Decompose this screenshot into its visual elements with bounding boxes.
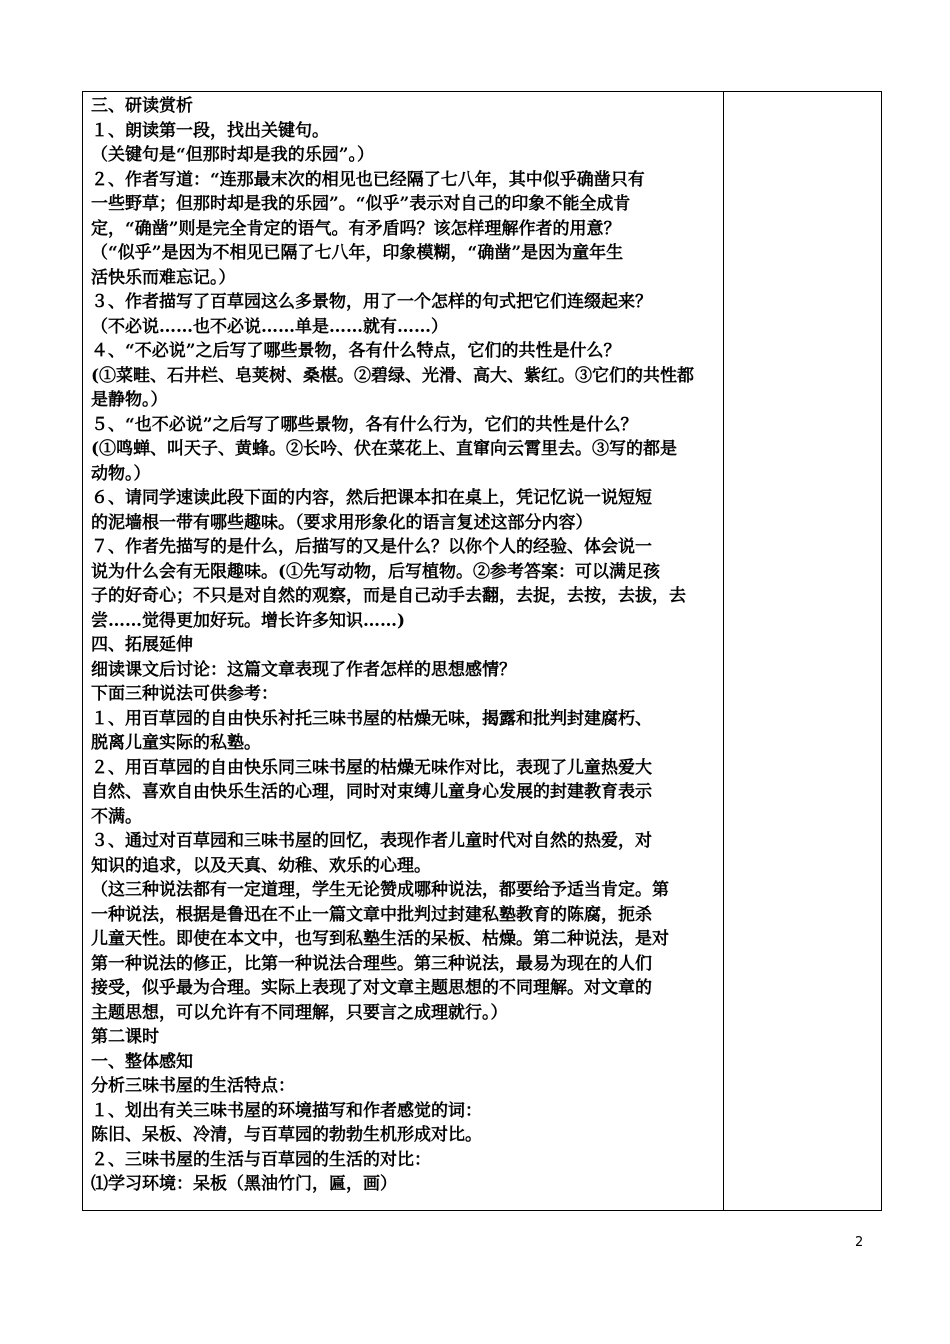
text-line: (①菜畦、石井栏、皂荚树、桑椹。②碧绿、光滑、高大、紫红。③它们的共性都 [91, 365, 695, 386]
text-line: 定，“确凿”则是完全肯定的语气。有矛盾吗？该怎样理解作者的用意？ [91, 218, 621, 239]
text-line: 不满。 [91, 806, 142, 827]
text-line: 四、拓展延伸 [91, 635, 193, 655]
text-line: ２、作者写道：“连那最末次的相见也已经隔了七八年，其中似乎确凿只有 [91, 169, 645, 190]
text-line: 子的好奇心；不只是对自然的观察，而是自己动手去翻，去捉，去按，去拔，去 [91, 586, 686, 606]
text-line: 接受，似乎最为合理。实际上表现了对文章主题思想的不同理解。对文章的 [91, 978, 652, 998]
text-line: ３、通过对百草园和三味书屋的回忆，表现作者儿童时代对自然的热爱，对 [91, 831, 652, 851]
text-line: 第二课时 [91, 1027, 159, 1047]
text-line: 是静物。） [91, 390, 168, 410]
text-line: 自然、喜欢自由快乐生活的心理，同时对束缚儿童身心发展的封建教育表示 [91, 782, 652, 802]
text-line: （“似乎”是因为不相见已隔了七八年，印象模糊，“确凿”是因为童年生 [91, 243, 624, 263]
text-line: 一些野草；但那时却是我的乐园”。“似乎”表示对自己的印象不能全成肯 [91, 194, 631, 214]
column-divider [723, 92, 724, 1210]
text-line: ２、用百草园的自由快乐同三味书屋的枯燥无味作对比，表现了儿童热爱大 [91, 757, 652, 778]
text-line: 说为什么会有无限趣味。(①先写动物，后写植物。②参考答案：可以满足孩 [91, 561, 661, 582]
text-line: 脱离儿童实际的私塾。 [91, 733, 261, 753]
text-line: 细读课文后讨论：这篇文章表现了作者怎样的思想感情？ [91, 659, 516, 680]
content-table [82, 91, 882, 1211]
text-line: １、用百草园的自由快乐衬托三味书屋的枯燥无味，揭露和批判封建腐朽、 [91, 708, 652, 729]
text-line: 下面三种说法可供参考： [91, 684, 278, 704]
text-line: 主题思想，可以允许有不同理解，只要言之成理就行。） [91, 1002, 508, 1023]
text-line: ⑴学习环境：呆板（黑油竹门，匾，画） [91, 1174, 397, 1194]
text-line: １、朗读第一段，找出关键句。 [91, 120, 329, 141]
text-line: ２、三味书屋的生活与百草园的生活的对比： [91, 1149, 431, 1170]
page-number: 2 [855, 1235, 864, 1250]
text-line: （不必说……也不必说……单是……就有……） [91, 316, 448, 337]
text-line: 儿童天性。即使在本文中，也写到私塾生活的呆板、枯燥。第二种说法，是对 [91, 929, 669, 949]
text-line: 分析三味书屋的生活特点： [91, 1076, 295, 1096]
text-line: 陈旧、呆板、冷清，与百草园的勃勃生机形成对比。 [91, 1125, 482, 1145]
text-line: 第一种说法的修正，比第一种说法合理些。第三种说法，最易为现在的人们 [91, 953, 652, 974]
text-line: 活快乐而难忘记。） [91, 267, 236, 288]
text-line: （这三种说法都有一定道理，学生无论赞成哪种说法，都要给予适当肯定。第 [91, 880, 669, 900]
text-line: （关键句是“但那时却是我的乐园”。） [91, 145, 375, 165]
text-line: ３、作者描写了百草园这么多景物，用了一个怎样的句式把它们连缀起来？ [91, 292, 652, 312]
text-line: ５、“也不必说”之后写了哪些景物，各有什么行为，它们的共性是什么？ [91, 414, 638, 435]
text-line: ７、作者先描写的是什么，后描写的又是什么？以你个人的经验、体会说一 [91, 537, 652, 557]
text-line: ４、“不必说”之后写了哪些景物，各有什么特点，它们的共性是什么？ [91, 341, 621, 361]
text-line: 一种说法，根据是鲁迅在不止一篇文章中批判过封建私塾教育的陈腐，扼杀 [91, 904, 652, 925]
text-line: 一、整体感知 [91, 1051, 193, 1072]
text-line: 知识的追求，以及天真、幼稚、欢乐的心理。 [91, 855, 431, 876]
text-line: (①鸣蝉、叫天子、黄蜂。②长吟、伏在菜花上、直窜向云霄里去。③写的都是 [91, 439, 678, 459]
text-line: 动物。） [91, 463, 151, 484]
text-line: ６、请同学速读此段下面的内容，然后把课本扣在桌上，凭记忆说一说短短 [91, 488, 652, 508]
text-line: 三、研读赏析 [91, 96, 193, 116]
text-line: １、划出有关三味书屋的环境描写和作者感觉的词： [91, 1100, 482, 1121]
text-line: 尝……觉得更加好玩。增长许多知识……) [91, 610, 406, 631]
text-line: 的泥墙根一带有哪些趣味。（要求用形象化的语言复述这部分内容） [91, 512, 593, 533]
lesson-content [91, 94, 719, 1197]
